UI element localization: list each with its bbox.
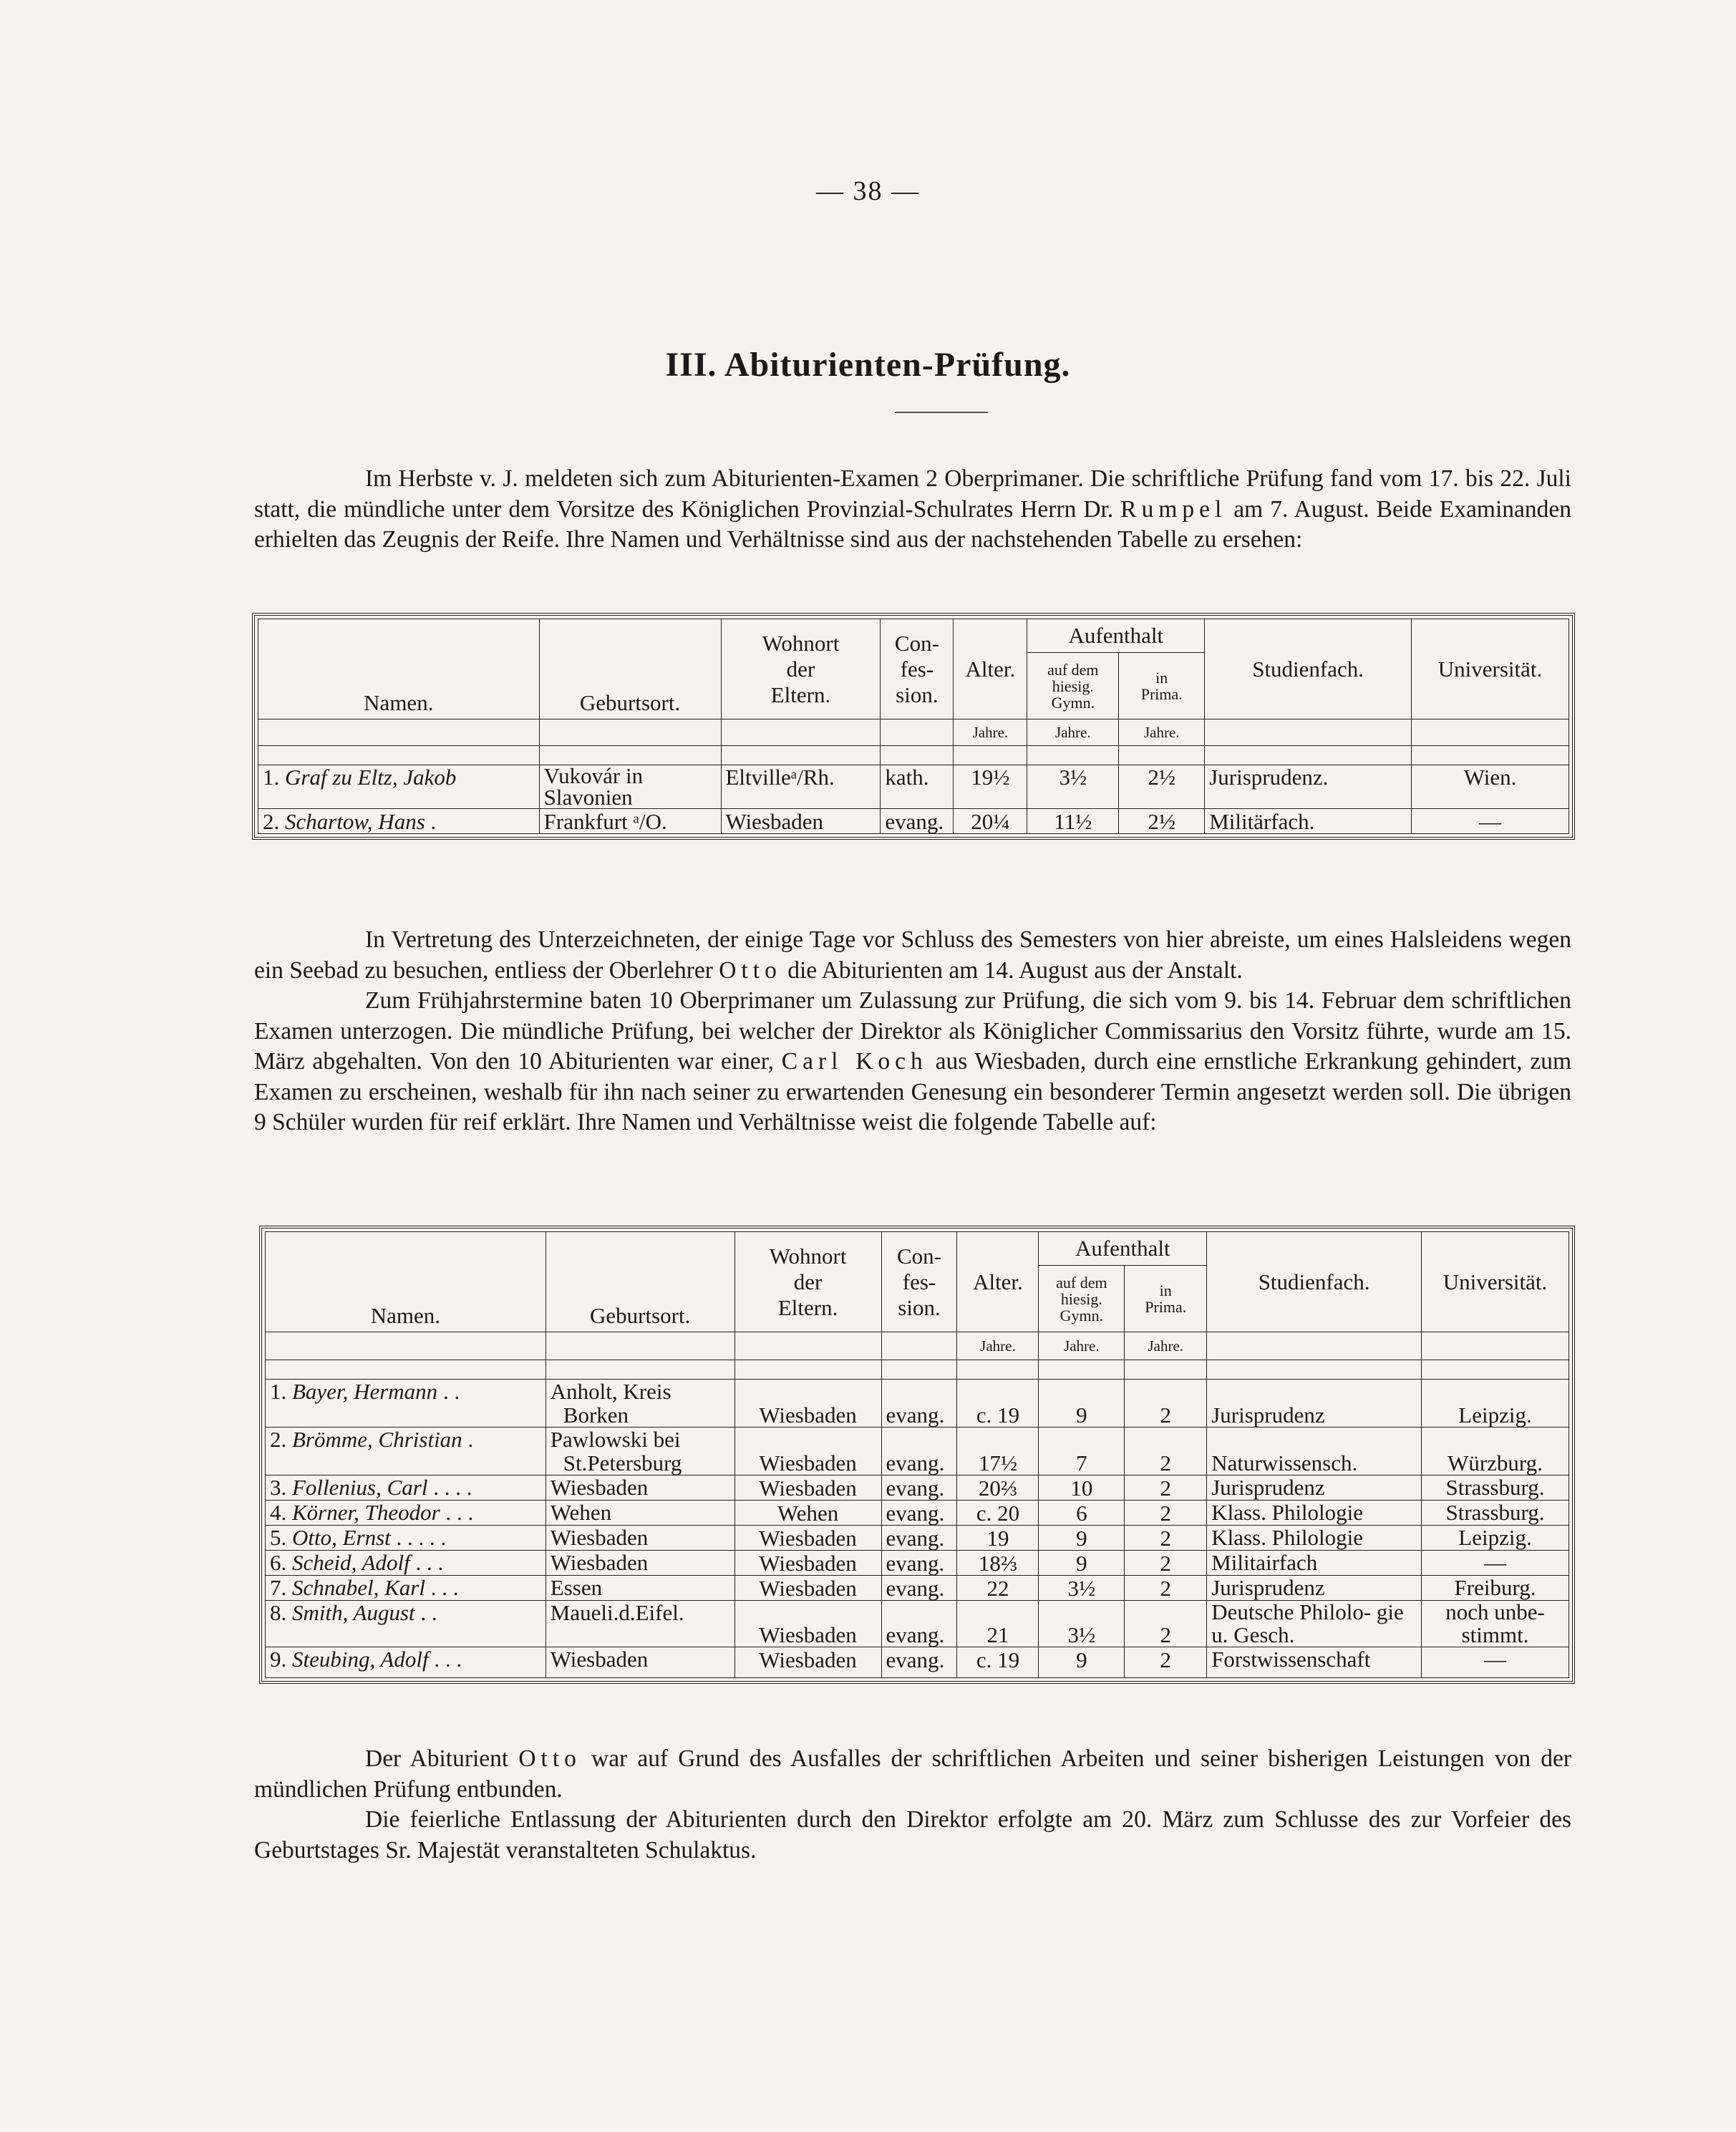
cell-name-text: Follenius, Carl xyxy=(292,1475,428,1500)
cell-gymn: 6 xyxy=(1039,1501,1125,1526)
cell-wohnort: Wiesbaden xyxy=(734,1380,881,1428)
jahre-label: Jahre. xyxy=(1039,1332,1125,1360)
cell-geburtsort-line: Wehen xyxy=(550,1500,612,1525)
para4-text-b: war auf Grund des Ausfalles der schriftlichen Arbeiten und seiner bisherigen Leistungen von der mündlichen Prüfung entbunden. xyxy=(254,1745,1571,1803)
cell-conf: kath. xyxy=(881,765,954,809)
cell-wohnort: Wiesbaden xyxy=(734,1428,881,1476)
cell-geburtsort: Frankfurt ᵃ/O. xyxy=(539,809,721,834)
col-in-prima-l2: Prima. xyxy=(1140,685,1183,703)
cell-name xyxy=(266,1501,546,1526)
jahre-label: Jahre. xyxy=(1027,719,1119,746)
cell-nr: 1. xyxy=(263,765,280,790)
cell-name-text: Körner, Theodor xyxy=(292,1500,440,1525)
table-row: 2. Schartow, Hans . Frankfurt ᵃ/O. Wiesbaden evang. 20¼ 11½ 2½ Militärfach. — xyxy=(258,809,1569,834)
col-confession xyxy=(881,619,954,719)
cell-conf: evang. xyxy=(881,1501,957,1526)
para3-name-koch: Carl Koch xyxy=(781,1048,928,1075)
cell-wohnort: Eltvilleᵃ/Rh. xyxy=(721,765,881,809)
cell-wohnort: Wiesbaden xyxy=(734,1551,881,1576)
heading-rule xyxy=(895,412,988,413)
cell-geburtsort-line: Borken xyxy=(563,1402,629,1428)
para2-text-b: die Abiturienten am 14. August aus der Anstalt. xyxy=(781,956,1243,984)
cell-prima: 2 xyxy=(1125,1576,1207,1601)
cell-conf: evang. xyxy=(881,1647,957,1678)
cell-nr: 5. xyxy=(270,1525,287,1550)
cell-alter: 19 xyxy=(957,1526,1039,1551)
table-row xyxy=(266,1601,1569,1647)
col-geburtsort: Geburtsort. xyxy=(545,1232,734,1332)
col-namen: Namen. xyxy=(258,619,540,719)
cell-fach: Jurisprudenz. xyxy=(1205,765,1412,809)
cell-alter: 22 xyxy=(957,1576,1039,1601)
cell-gymn: 10 xyxy=(1039,1476,1125,1501)
cell-name xyxy=(266,1601,546,1647)
cell-name-text: Smith, August xyxy=(292,1600,415,1625)
paragraph-2 xyxy=(254,925,1571,1138)
col-alter: Alter. xyxy=(954,619,1027,719)
cell-dots: . xyxy=(462,1427,474,1452)
cell-nr: 9. xyxy=(270,1647,287,1672)
col-auf-dem-l1: auf dem xyxy=(1056,1273,1107,1292)
col-in-prima xyxy=(1119,653,1205,719)
cell-name xyxy=(266,1526,546,1551)
table-row xyxy=(266,1501,1569,1526)
cell-prima: 2 xyxy=(1125,1551,1207,1576)
cell-geburtsort xyxy=(545,1601,734,1647)
para1-text-b: am 7. August. Beide Examinanden erhielten das Zeugnis der Reife. Ihre Namen und Verhältnisse sind aus der nachstehenden Tabelle zu ersehen: xyxy=(254,495,1571,553)
table-row xyxy=(266,1526,1569,1551)
cell-prima: 2 xyxy=(1125,1476,1207,1501)
cell-dots: . . . xyxy=(425,1575,459,1600)
cell-nr: 3. xyxy=(270,1475,287,1500)
cell-name xyxy=(266,1380,546,1428)
cell-prima: 2 xyxy=(1125,1380,1207,1428)
col-wohnort-l2: der xyxy=(793,1269,823,1294)
cell-alter: 19½ xyxy=(954,765,1027,809)
cell-uni: Wien. xyxy=(1412,765,1569,809)
table-fruehjahr xyxy=(265,1231,1569,1678)
cell-prima: 2 xyxy=(1125,1501,1207,1526)
col-studienfach: Studienfach. xyxy=(1207,1232,1422,1332)
cell-name-text: Schnabel, Karl xyxy=(292,1575,425,1600)
cell-wohnort: Wiesbaden xyxy=(734,1476,881,1501)
cell-nr: 1. xyxy=(270,1379,287,1404)
cell-gymn: 3½ xyxy=(1027,765,1119,809)
cell-name: Schartow, Hans xyxy=(285,808,425,834)
cell-dots: . . xyxy=(437,1379,460,1404)
col-wohnort xyxy=(734,1232,881,1332)
cell-geburtsort-line: Wiesbaden xyxy=(550,1525,649,1550)
cell-geburtsort xyxy=(545,1476,734,1501)
cell-geburtsort xyxy=(545,1551,734,1576)
cell-conf: evang. xyxy=(881,1380,957,1428)
cell-dots: . . . . . xyxy=(390,1525,447,1550)
jahre-label: Jahre. xyxy=(957,1332,1039,1360)
col-in-prima-l1: in xyxy=(1159,1281,1172,1299)
table-row xyxy=(266,1380,1569,1428)
cell-prima: 2 xyxy=(1125,1647,1207,1678)
cell-geburtsort-line: Essen xyxy=(550,1575,603,1600)
col-auf-dem-l3: Gymn. xyxy=(1059,1306,1104,1324)
para4-text-a: Der Abiturient xyxy=(365,1745,519,1772)
para3-text-b: aus Wiesbaden, durch eine ernstliche Erkrankung gehindert, zum Examen zu erscheinen, weshalb für ihn nach seiner zu erwartenden Genesung ein besonderer Termin angesetzt werden soll. Die übrigen 9 Schüler wurden für reif erklärt. Ihre Namen und Verhältnisse weist die folgende Tabelle auf: xyxy=(254,1048,1571,1135)
cell-alter: 20¼ xyxy=(954,809,1027,834)
cell-uni: Leipzig. xyxy=(1422,1526,1569,1551)
col-conf-l1: Con- xyxy=(894,630,939,656)
cell-uni: — xyxy=(1422,1647,1569,1678)
cell-fach: Naturwissensch. xyxy=(1207,1428,1422,1476)
para3-text-a: Zum Frühjahrstermine baten 10 Oberprimaner um Zulassung zur Prüfung, die sich vom 9. bis 14. Februar dem schriftlichen Examen unterzogen. Die mündliche Prüfung, bei welcher der Direktor als Königlicher Commissarius den Vorsitz führte, wurde am 15. März abgehalten. Von den 10 Abiturienten war einer, xyxy=(254,987,1571,1075)
cell-fach: Jurisprudenz xyxy=(1207,1476,1422,1501)
cell-alter: 21 xyxy=(957,1601,1039,1647)
cell-alter: c. 19 xyxy=(957,1380,1039,1428)
cell-conf: evang. xyxy=(881,1551,957,1576)
cell-fach: Klass. Philologie xyxy=(1207,1501,1422,1526)
cell-name xyxy=(266,1647,546,1678)
cell-name-text: Bayer, Hermann xyxy=(292,1379,438,1404)
col-wohnort-l1: Wohnort xyxy=(762,630,840,656)
cell-geburtsort xyxy=(545,1647,734,1678)
cell-gymn: 9 xyxy=(1039,1526,1125,1551)
para1-text-a: Im Herbste v. J. meldeten sich zum Abiturienten-Examen 2 Oberprimaner. Die schriftliche Prüfung fand vom 17. bis 22. Juli statt, die mündliche unter dem Vorsitze des Königlichen Provinzial-Schulrates Herrn Dr. xyxy=(254,465,1571,523)
cell-name xyxy=(266,1551,546,1576)
cell-prima: 2 xyxy=(1125,1526,1207,1551)
col-conf-l2: fes- xyxy=(902,1269,936,1294)
col-confession xyxy=(881,1232,957,1332)
cell-gymn: 9 xyxy=(1039,1551,1125,1576)
cell-dots: . . . xyxy=(428,1647,462,1672)
cell-fach: Militärfach. xyxy=(1205,809,1412,834)
cell-geburtsort xyxy=(545,1526,734,1551)
cell-geburtsort-line: Wiesbaden xyxy=(550,1550,649,1575)
cell-conf: evang. xyxy=(881,1601,957,1647)
cell-conf: evang. xyxy=(881,1428,957,1476)
cell-wohnort: Wiesbaden xyxy=(721,809,881,834)
section-heading: III. Abiturienten-Prüfung. xyxy=(665,346,1071,384)
col-aufenthalt: Aufenthalt xyxy=(1039,1232,1207,1266)
cell-uni: Freiburg. xyxy=(1422,1576,1569,1601)
cell-wohnort: Wiesbaden xyxy=(734,1647,881,1678)
table-row xyxy=(258,765,1569,809)
cell-prima: 2½ xyxy=(1119,809,1205,834)
cell-gymn: 7 xyxy=(1039,1428,1125,1476)
col-auf-dem-l1: auf dem xyxy=(1047,660,1099,679)
cell-dots: . . . . xyxy=(427,1475,472,1500)
col-wohnort-l2: der xyxy=(786,656,815,682)
cell-alter: 20⅔ xyxy=(957,1476,1039,1501)
cell-fach: Forstwissenschaft xyxy=(1207,1647,1422,1678)
cell-uni: Strassburg. xyxy=(1422,1476,1569,1501)
cell-nr: 2. xyxy=(263,808,280,834)
paragraph-4 xyxy=(254,1744,1571,1866)
cell-uni: Leipzig. xyxy=(1422,1380,1569,1428)
jahre-label: Jahre. xyxy=(1119,719,1205,746)
col-auf-dem-l3: Gymn. xyxy=(1051,693,1095,712)
paragraph-1 xyxy=(254,464,1571,556)
col-in-prima-l2: Prima. xyxy=(1145,1298,1187,1316)
cell-fach: Militairfach xyxy=(1207,1551,1422,1576)
cell-name-text: Brömme, Christian xyxy=(292,1427,462,1452)
cell-geburtsort xyxy=(545,1428,734,1476)
col-studienfach: Studienfach. xyxy=(1205,619,1412,719)
cell-fach: Jurisprudenz xyxy=(1207,1576,1422,1601)
para1-name-rumpel: Rumpel xyxy=(1120,495,1227,523)
cell-dots: . . . xyxy=(409,1550,444,1575)
cell-geburtsort-line: Anholt, Kreis xyxy=(550,1379,671,1404)
cell-wohnort: Wiesbaden xyxy=(734,1576,881,1601)
cell-gymn: 11½ xyxy=(1027,809,1119,834)
table-row xyxy=(266,1476,1569,1501)
cell-gymn: 9 xyxy=(1039,1380,1125,1428)
col-auf-dem xyxy=(1027,653,1119,719)
cell-name-text: Otto, Ernst xyxy=(292,1525,391,1550)
col-conf-l1: Con- xyxy=(897,1243,941,1269)
cell-uni: Würzburg. xyxy=(1422,1428,1569,1476)
cell-uni: — xyxy=(1412,809,1569,834)
cell-nr: 7. xyxy=(270,1575,287,1600)
jahre-label: Jahre. xyxy=(1125,1332,1207,1360)
cell-conf: evang. xyxy=(881,809,954,834)
jahre-label: Jahre. xyxy=(954,719,1027,746)
cell-prima: 2 xyxy=(1125,1428,1207,1476)
col-universitaet: Universität. xyxy=(1412,619,1569,719)
col-in-prima xyxy=(1125,1266,1207,1332)
cell-fach: Jurisprudenz xyxy=(1207,1380,1422,1428)
table-row xyxy=(266,1576,1569,1601)
cell-prima: 2½ xyxy=(1119,765,1205,809)
cell-nr: 8. xyxy=(270,1600,287,1625)
paragraph-5: Die feierliche Entlassung der Abiturienten durch den Direktor erfolgte am 20. März zum Schlusse des zur Vorfeier des Geburtstages Sr. Majestät veranstalteten Schulaktus. xyxy=(254,1806,1571,1864)
cell-uni: noch unbe- stimmt. xyxy=(1422,1601,1569,1647)
cell-geburtsort-line: Wiesbaden xyxy=(550,1647,649,1672)
col-wohnort xyxy=(721,619,881,719)
cell-nr: 4. xyxy=(270,1500,287,1525)
cell-geburtsort xyxy=(545,1576,734,1601)
col-wohnort-l1: Wohnort xyxy=(769,1243,847,1269)
cell-dots: . . xyxy=(414,1600,437,1625)
cell-conf: evang. xyxy=(881,1576,957,1601)
cell-geburtsort-line: Wiesbaden xyxy=(550,1475,649,1500)
table-row xyxy=(266,1647,1569,1678)
col-geburtsort: Geburtsort. xyxy=(539,619,721,719)
col-in-prima-l1: in xyxy=(1155,669,1168,687)
table-row xyxy=(266,1551,1569,1576)
cell-alter: 18⅔ xyxy=(957,1551,1039,1576)
cell-geburtsort-line: St.Petersburg xyxy=(563,1450,682,1476)
cell-geburtsort: Vukovár in Slavonien xyxy=(539,765,721,809)
cell-conf: evang. xyxy=(881,1476,957,1501)
col-conf-l2: fes- xyxy=(900,656,934,682)
cell-nr: 2. xyxy=(270,1427,287,1452)
para2-text-a: In Vertretung des Unterzeichneten, der einige Tage vor Schluss des Semesters von hier abreiste, um eines Halsleidens wegen ein Seebad zu besuchen, entliess der Oberlehrer xyxy=(254,926,1571,984)
cell-wohnort: Wiesbaden xyxy=(734,1526,881,1551)
col-alter: Alter. xyxy=(957,1232,1039,1332)
cell-name xyxy=(266,1428,546,1476)
cell-geburtsort xyxy=(545,1380,734,1428)
cell-fach: Klass. Philologie xyxy=(1207,1526,1422,1551)
col-conf-l3: sion. xyxy=(898,1294,941,1320)
cell-geburtsort-line: Maueli.d.Eifel. xyxy=(550,1600,684,1625)
cell-gymn: 3½ xyxy=(1039,1576,1125,1601)
cell-geburtsort xyxy=(545,1501,734,1526)
cell-name xyxy=(266,1476,546,1501)
para2-name-otto: Otto xyxy=(719,956,782,984)
cell-geburtsort-line: Pawlowski bei xyxy=(550,1427,681,1452)
col-auf-dem-l2: hiesig. xyxy=(1060,1289,1102,1308)
col-namen: Namen. xyxy=(266,1232,546,1332)
cell-fach: Deutsche Philolo- gie u. Gesch. xyxy=(1207,1601,1422,1647)
cell-nr: 6. xyxy=(270,1550,287,1575)
table-herbst xyxy=(258,619,1569,834)
para4-name-otto: Otto xyxy=(518,1745,581,1772)
col-wohnort-l3: Eltern. xyxy=(777,1294,838,1320)
cell-wohnort: Wehen xyxy=(734,1501,881,1526)
cell-dots: . . . xyxy=(440,1500,474,1525)
cell-name-text: Scheid, Adolf xyxy=(292,1550,410,1575)
cell-uni: Strassburg. xyxy=(1422,1501,1569,1526)
col-wohnort-l3: Eltern. xyxy=(770,682,831,707)
cell-gymn: 3½ xyxy=(1039,1601,1125,1647)
table-row xyxy=(266,1428,1569,1476)
col-aufenthalt: Aufenthalt xyxy=(1027,619,1205,653)
col-conf-l3: sion. xyxy=(896,682,939,707)
col-auf-dem-l2: hiesig. xyxy=(1052,677,1094,695)
cell-prima: 2 xyxy=(1125,1601,1207,1647)
col-auf-dem xyxy=(1039,1266,1125,1332)
cell-alter: 17½ xyxy=(957,1428,1039,1476)
cell-name-text: Steubing, Adolf xyxy=(292,1647,429,1672)
cell-alter: c. 19 xyxy=(957,1647,1039,1678)
col-universitaet: Universität. xyxy=(1422,1232,1569,1332)
cell-name: Graf zu Eltz, Jakob xyxy=(285,765,457,790)
cell-alter: c. 20 xyxy=(957,1501,1039,1526)
cell-conf: evang. xyxy=(881,1526,957,1551)
page-number: — 38 — xyxy=(816,176,920,206)
cell-wohnort: Wiesbaden xyxy=(734,1601,881,1647)
table-fruehjahr-body xyxy=(266,1380,1569,1678)
cell-gymn: 9 xyxy=(1039,1647,1125,1678)
cell-name xyxy=(266,1576,546,1601)
cell-uni: — xyxy=(1422,1551,1569,1576)
